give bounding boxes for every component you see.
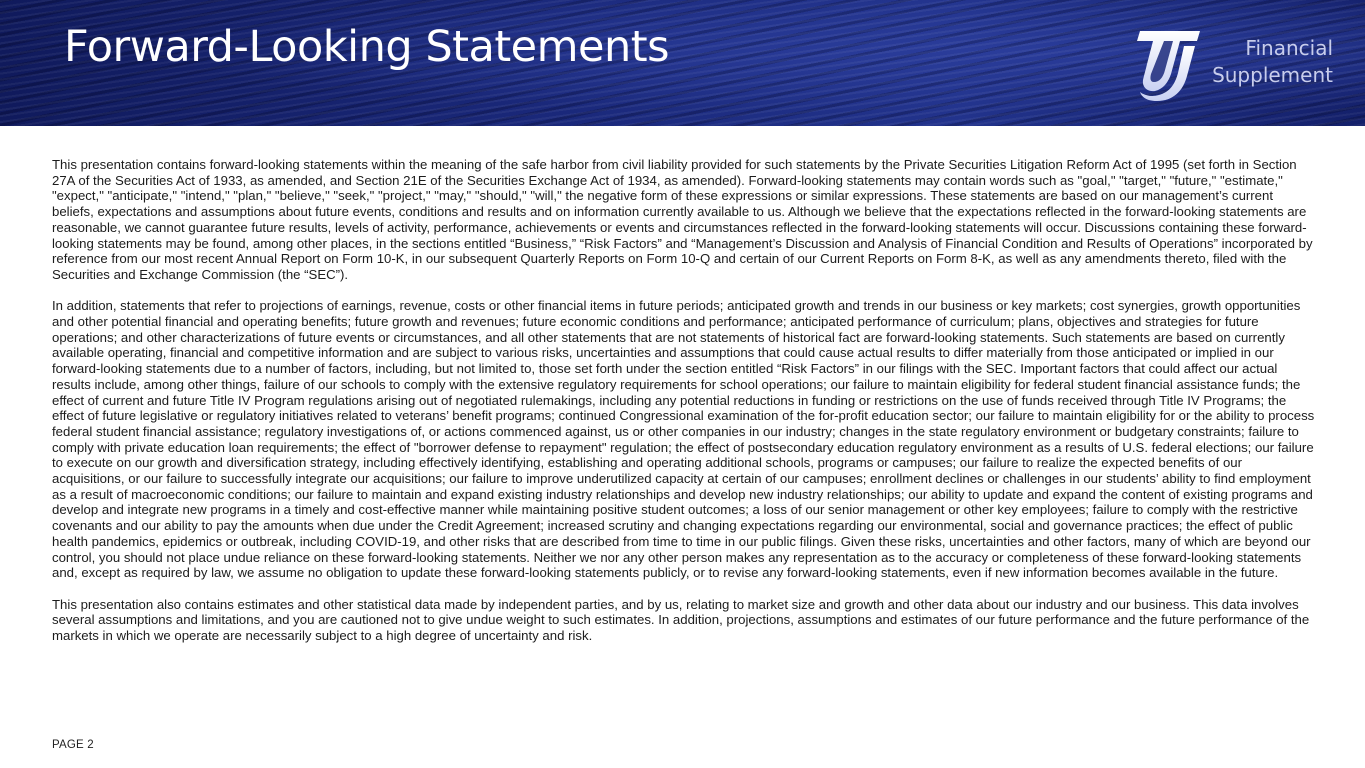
logo-text-line2: Supplement [1212, 63, 1333, 87]
paragraph-risk-factors: In addition, statements that refer to projections of earnings, revenue, costs or other financial items in future periods; anticipated growth and trends in our business or key markets; cost synergies, growth opportunities and other potential financial and operating benefits; future growth and revenues; future economic conditions and performance; anticipated performance of curriculum; plans, objectives and strategies for future operations; and other characterizations of future events or circumstances, and all other statements that are not statements of historical fact are forward-looking statements. Such statements are based on currently available operating, financial and competitive information and are subject to various risks, uncertainties and assumptions that could cause actual results to differ materially from those anticipated or implied in our forward-looking statements due to a number of factors, including, but not limited to, those set forth under the section entitled “Risk Factors” in our filings with the SEC. Important factors that could affect our actual results include, among other things, failure of our schools to comply with the extensive regulatory requirements for school operations; our failure to maintain eligibility for federal student financial assistance funds; the effect of current and future Title IV Program regulations arising out of negotiated rulemakings, including any potential reductions in funding or restrictions on the use of funds received through Title IV Programs; the effect of future legislative or regulatory initiatives related to veterans’ benefit programs; continued Congressional examination of the for-profit education sector; our failure to maintain eligibility for or the ability to process federal student financial assistance; regulatory investigations of, or actions commenced against, us or other companies in our industry; changes in the state regulatory environment or budgetary constraints; failure to comply with private education loan requirements; the effect of "borrower defense to repayment" regulation; the effect of postsecondary education regulatory environment as a results of U.S. federal elections; our failure to execute on our growth and diversification strategy, including effectively identifying, establishing and operating additional schools, programs or campuses; our failure to realize the expected benefits of our acquisitions, or our failure to successfully integrate our acquisitions; our failure to improve underutilized capacity at certain of our campuses; enrollment declines or challenges in our students’ ability to find employment as a result of macroeconomic conditions; our failure to maintain and expand existing industry relationships and develop new industry relationships; our ability to update and expand the content of existing programs and develop and integrate new programs in a timely and cost-effective manner while maintaining positive student outcomes; a loss of our senior management or other key employees; failure to comply with the restrictive covenants and our ability to pay the amounts when due under the Credit Agreement; increased scrutiny and changing expectations regarding our environmental, social and governance practices; the effect of public health pandemics, epidemics or outbreak, including COVID-19, and other risks that are described from time to time in our public filings. Given these risks, uncertainties and other factors, many of which are beyond our control, you should not place undue reliance on these forward-looking statements. Neither we nor any other person makes any representation as to the accuracy or completeness of these forward-looking statements and, except as required by law, we assume no obligation to update these forward-looking statements publicly, or to revise any forward-looking statements, even if new information becomes available in the future. [52, 298, 1315, 581]
page-number: PAGE 2 [52, 739, 94, 751]
paragraph-statistical-data: This presentation also contains estimates and other statistical data made by independent parties, and by us, relating to market size and growth and other data about our industry and our business. This data involves several assumptions and limitations, and you are cautioned not to give undue weight to such estimates. In addition, projections, assumptions and estimates of our future performance and the future performance of the markets in which we operate are necessarily subject to a high degree of uncertainty and risk. [52, 596, 1310, 644]
header-banner [0, 0, 1365, 126]
uti-logo-icon [1137, 28, 1203, 104]
financial-supplement-label [1212, 35, 1333, 89]
page-title: Forward-Looking Statements [64, 22, 669, 72]
disclaimer-body [52, 157, 1317, 659]
paragraph-safe-harbor: This presentation contains forward-looking statements within the meaning of the safe harbor from civil liability provided for such statements by the Private Securities Litigation Reform Act of 1995 (set forth in Section 27A of the Securities Act of 1933, as amended, and Section 21E of the Securities Exchange Act of 1934, as amended). Forward-looking statements may contain words such as "goal," "target," "future," "estimate," "expect," "anticipate," "intend," "plan," "believe," "seek," "project," "may," "should," "will," the negative form of these expressions or similar expressions. These statements are based on our management’s current beliefs, expectations and assumptions about future events, conditions and results and on information currently available to us. Although we believe that the expectations reflected in the forward-looking statements are reasonable, we cannot guarantee future results, levels of activity, performance, achievements or events and circumstances reflected in the forward-looking statements will occur. Discussions containing these forward-looking statements may be found, among other places, in the sections entitled “Business,” “Risk Factors” and “Management’s Discussion and Analysis of Financial Condition and Results of Operations” incorporated by reference from our most recent Annual Report on Form 10-K, in our subsequent Quarterly Reports on Form 10-Q and certain of our Current Reports on Form 8-K, as well as any amendments thereto, filed with the Securities and Exchange Commission (the “SEC”). [52, 157, 1313, 282]
logo-text-line1: Financial [1245, 36, 1333, 60]
